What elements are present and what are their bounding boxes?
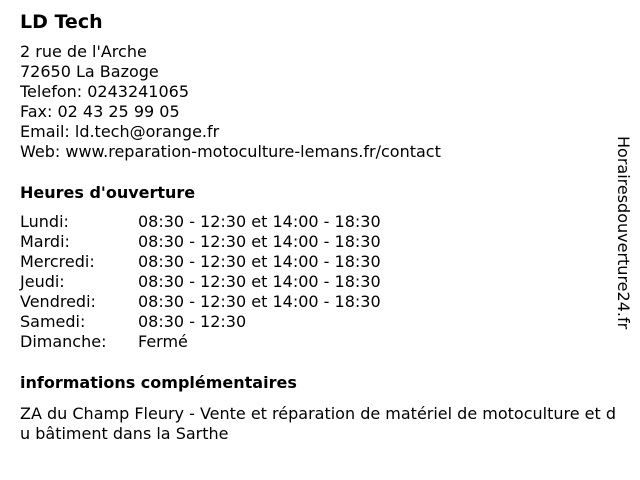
day-label: Mercredi: bbox=[20, 252, 95, 271]
brand-watermark: Horairesdouverture24.fr bbox=[614, 136, 633, 330]
hours-row-sunday bbox=[20, 332, 610, 352]
day-label: Jeudi: bbox=[20, 272, 65, 291]
day-label: Lundi: bbox=[20, 212, 69, 231]
info-heading: informations complémentaires bbox=[20, 373, 297, 392]
email-line: Email: ld.tech@orange.fr bbox=[20, 122, 220, 141]
business-details bbox=[20, 10, 617, 444]
hours-row-thursday bbox=[20, 272, 610, 292]
hours-row-wednesday bbox=[20, 252, 610, 272]
info-text: ZA du Champ Fleury - Vente et réparation de matériel de motoculture et du bâtiment dans la Sarthe bbox=[20, 404, 617, 443]
time-value: 08:30 - 12:30 bbox=[138, 312, 247, 331]
time-value: 08:30 - 12:30 et 14:00 - 18:30 bbox=[138, 232, 381, 251]
hours-row-monday bbox=[20, 212, 610, 232]
day-label: Dimanche: bbox=[20, 332, 107, 351]
time-value: Fermé bbox=[138, 332, 188, 351]
hours-row-saturday bbox=[20, 312, 610, 332]
time-value: 08:30 - 12:30 et 14:00 - 18:30 bbox=[138, 292, 381, 311]
fax-line: Fax: 02 43 25 99 05 bbox=[20, 102, 180, 121]
day-label: Samedi: bbox=[20, 312, 86, 331]
hours-row-tuesday bbox=[20, 232, 610, 252]
phone-line: Telefon: 0243241065 bbox=[20, 82, 190, 101]
business-name: LD Tech bbox=[20, 11, 103, 33]
day-label: Vendredi: bbox=[20, 292, 96, 311]
hours-row-friday bbox=[20, 292, 610, 312]
street-line: 2 rue de l'Arche bbox=[20, 42, 147, 61]
address-block bbox=[20, 42, 610, 162]
time-value: 08:30 - 12:30 et 14:00 - 18:30 bbox=[138, 212, 381, 231]
day-label: Mardi: bbox=[20, 232, 70, 251]
hours-table bbox=[20, 212, 610, 352]
time-value: 08:30 - 12:30 et 14:00 - 18:30 bbox=[138, 272, 381, 291]
hours-heading: Heures d'ouverture bbox=[20, 183, 196, 202]
time-value: 08:30 - 12:30 et 14:00 - 18:30 bbox=[138, 252, 381, 271]
web-line: Web: www.reparation-motoculture-lemans.fr/contact bbox=[20, 142, 441, 161]
city-line: 72650 La Bazoge bbox=[20, 62, 159, 81]
